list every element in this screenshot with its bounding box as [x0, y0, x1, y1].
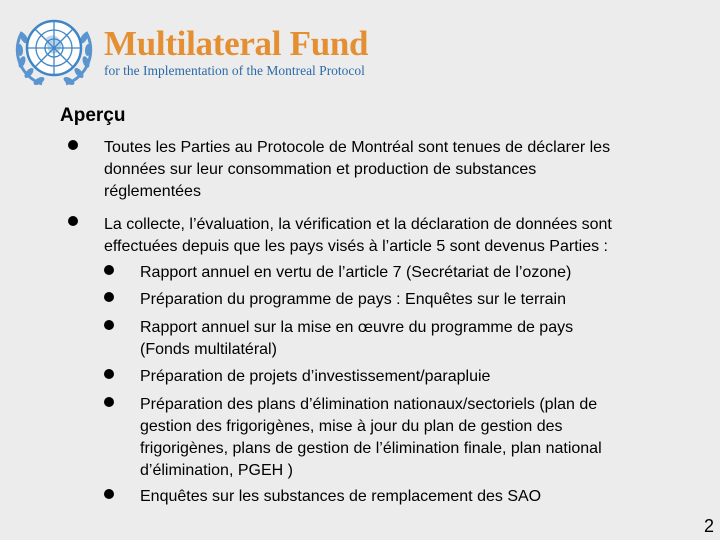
sub-item-line: Préparation du programme de pays : Enquêtes sur le terrain: [140, 291, 567, 308]
sub-item-line: Enquêtes sur les substances de remplacement des SAO: [140, 488, 542, 505]
logo-subtitle: for the Implementation of the Montreal Protocol: [104, 63, 365, 78]
sub-item-line: Rapport annuel sur la mise en œuvre du programme de pays: [140, 319, 574, 336]
sub-item-line: (Fonds multilatéral): [140, 341, 277, 358]
bullet-dot-icon: [68, 216, 78, 226]
bullet-dot-icon: [104, 265, 114, 275]
page-number: 2: [703, 516, 714, 536]
bullet-line: Toutes les Parties au Protocole de Montréal sont tenues de déclarer les: [104, 139, 611, 156]
slide-heading: Aperçu: [60, 105, 126, 126]
bullet-dot-icon: [104, 369, 114, 379]
bullet-dot-icon: [104, 320, 114, 330]
bullet-line: La collecte, l’évaluation, la vérification et la déclaration de données sont: [104, 216, 612, 233]
un-globe-laurel-icon: [12, 8, 96, 92]
bullet-dot-icon: [104, 489, 114, 499]
sub-item-line: Préparation des plans d’élimination nationaux/sectoriels (plan de: [140, 396, 598, 413]
logo-title: Multilateral Fund: [104, 24, 369, 63]
bullet-dot-icon: [104, 397, 114, 407]
bullet-line: données sur leur consommation et production de substances: [104, 161, 537, 178]
bullet-dot-icon: [104, 292, 114, 302]
sub-item-line: Préparation de projets d’investissement/parapluie: [140, 368, 491, 385]
sub-item-line: Rapport annuel en vertu de l’article 7 (Secrétariat de l’ozone): [140, 264, 572, 281]
bullet-line: réglementées: [104, 183, 201, 200]
bullet-line: effectuées depuis que les pays visés à l’article 5 sont devenus Parties :: [104, 238, 608, 255]
bullet-dot-icon: [68, 140, 78, 150]
sub-item-line: d’élimination, PGEH ): [140, 462, 293, 479]
sub-item-line: gestion des frigorigènes, mise à jour du plan de gestion des: [140, 418, 563, 435]
sub-item-line: frigorigènes, plans de gestion de l’élimination finale, plan national: [140, 440, 602, 457]
